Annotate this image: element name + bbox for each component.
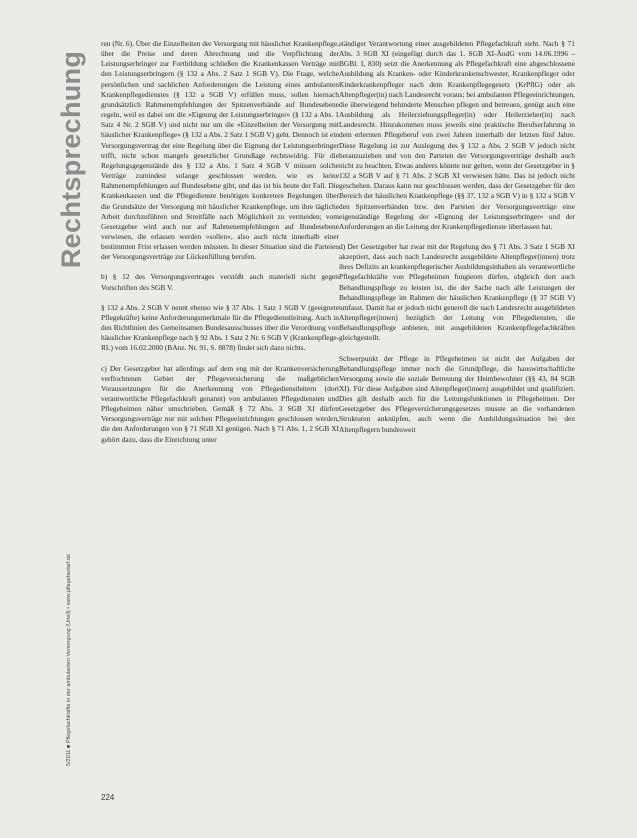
left-paragraph-3: § 132 a Abs. 2 SGB V nennt ebenso wie § 37 Abs. 1 Satz 1 SGB V (geeignete Pflegekräfte) keine Anforderungsmerkmale für die Pflegedienstleitung. Auch in den Richtlinien des Gemeinsamen Bundesausschusses über die Verordnung von häuslicher Krankenpflege nach § 92 Abs. 1 Satz 2 Nr. 6 SGB V (Krankenpflege-RL) vom 16.02.2000 (BAnz. Nr. 91, S. 8878) findet sich dazu nichts. <box>101 302 340 353</box>
right-paragraph-1: ständiger Verantwortung einer ausgebildeten Pflegefachkraft steht. Nach § 71 Abs. 3 SGB XI (eingefügt durch das 1. SGB XI-ÄndG vom 14.06.1996 – BGBl. I, 830) setzt die Anerkennung als Pflegefachkraft eine abgeschlossene Ausbildung als Kranken- oder Kinderkrankenschwester, Krankenpfleger oder Kinderkrankenpfleger nach dem Krankenpflegegesetz (KrPflG) oder als Altenpfleger(in) nach Landesrecht voraus; bei ambulanten Pflegeeinrichtungen, die überwiegend behinderte Menschen pflegen und betreuen, genügt auch eine Ausbildung als Heilerziehungspfleger(in) oder Heilerzieher(in) nach Landesrecht. Hinzukommen muss jeweils eine praktische Berufserfahrung in dem erlernten Pflegeberuf von zwei Jahren innerhalb der letzten fünf Jahre. Diese Regelung ist zur Auslegung des § 132 a Abs. 2 SGB V jedoch nicht heranzuziehen und von den Parteien der Versorgungsverträge deshalb auch nicht zu beachten. Etwas anderes könnte nur gelten, wenn der Gesetzgeber in § 132 a SGB V auf § 71 Abs. 2 SGB XI verwiesen hätte. Das ist jedoch nicht geschehen. Daraus kann nur geschlossen werden, dass der Gesetzgeber für den Bereich der häuslichen Krankenpflege (§§ 37, 132 a SGB V) in § 132 a SGB V den Spitzenverbänden bzw. den Parteien der Versorgungsverträge eine eigenständige Regelung der »Eignung der Leistungserbringer« und der Anforderungen an die Leitung der Krankenpflegedienste überlassen hat. <box>339 39 575 231</box>
left-paragraph-1: ren (Nr. 6). Über die Einzelheiten der Versorgung mit häuslicher Krankenpflege, über die Preise und deren Abrechnung und die Verpflichtung der Leistungserbringer zur Fortbildung schließen die Krankenkassen Verträge mit den Leistungserbringern (§ 132 a Abs. 2 Satz 1 SGB V). Die Frage, welche persönlichen und sachlichen Anforderungen die Leistung eines ambulanten Krankenpflegedienstes (§ 132 a SGB V) erfüllen muss, sollen hiernach grundsätzlich Rahmenempfehlungen der Spitzenverbände auf Bundesebene regeln, weil es dabei um die »Eignung der Leistungserbringer« (§ 132 a Abs. 1 Satz 4 Nr. 2 SGB V) und nicht nur um die »Einzelheiten der Versorgung mit häuslicher Krankenpflege« (§ 132 a Abs. 2 Satz 1 SGB V) geht. Dennoch ist ein Versorgungsvertrag der eine Regelung über die Eignung der Leistungserbringer trifft, nicht schon mangels gesetzlicher Grundlage rechtswidrig. Für die Regelungsgegenstände des § 132 a Abs. 1 Satz 4 SGB V müssen solche Verträge zumindest solange geschlossen werden, wie es keine Rahmenempfehlungen auf Bundesebene gibt, und das ist bis heute der Fall. Die Krankenkassen und die Pflegedienste benötigen konkretere Regelungen über die Grundsätze der Versorgung mit häuslicher Krankenpflege, um ihre tägliche Arbeit durchzuführen und Streitfälle nach Möglichkeit zu vermeiden; vom Gesetzgeber wird auch nur auf Rahmenempfehlungen auf Bundesebene verwiesen, die erlassen werden »sollen«, also auch nicht innerhalb einer bestimmten Frist erlassen werden müssten. In dieser Situation sind die Parteien der Versorgungsverträge zur Lückenfüllung berufen. <box>101 39 339 262</box>
side-note-text: 5/2011 ■ Pflegefachkräfte in der ambulanten Versorgung (Urteil) • www.pflegebedarf.de <box>66 553 73 767</box>
left-paragraph-4: c) Der Gesetzgeber hat allerdings auf dem eng mit der Krankenversicherung verflochtenen Gebiet der Pflegeversicherung die maßgeblichen Voraussetzungen für die Anerkennung von Pflegedienstleitern (dort verantwortliche Pflegefachkraft genannt) von ambulanten Pflegediensten und Pflegeheimen näher umschrieben. Gemäß § 72 Abs. 3 SGB XI dürfen Versorgungsverträge nur mit solchen Pflegeeinrichtungen geschlossen werden, die den Anforderungen von § 71 SGB XI genügen. Nach § 71 Abs. 1, 2 SGB XI gehört dazu, dass die Einrichtung unter <box>101 363 339 444</box>
right-column <box>339 39 575 435</box>
section-tab <box>54 34 90 284</box>
page-number: 224 <box>101 793 115 802</box>
left-paragraph-2: b) § 12 des Versorgungsvertrages verstößt auch materiell nicht gegen Vorschriften des SGB V. <box>101 272 339 292</box>
right-paragraph-3: Schwerpunkt der Pflege in Pflegeheimen ist nicht der Aufgaben der Behandlungspflege immer noch die Grundpflege, die hauswirtschaftliche Versorgung sowie die soziale Betreuung der Heimbewohner (§§ 43, 84 SGB XI). Für diese Aufgaben sind Altenpfleger(innen) ausgebildet und qualifiziert. Dies gilt deshalb auch für die Leitungsfunktionen in Pflegeheimen. Der Gesetzgeber des Pflegeversicherungsgesetzes musste an die vorhandenen Strukturen anknüpfen, auch wenn die Ausbildungssituation bei den Altenpflegern bundesweit <box>339 353 575 434</box>
section-title: Rechtsprechung <box>56 50 87 268</box>
side-note <box>58 540 80 780</box>
right-paragraph-2: d) Der Gesetzgeber hat zwar mit der Regelung des § 71 Abs. 3 Satz 1 SGB XI akzeptiert, dass auch nach Landesrecht ausgebildete Altenpfleger(innen) trotz ihres Defizits an krankenpflegerischer Ausbildungsinhalten als verantwortliche Pflegefachkräfte von Pflegeheimen fungieren dürfen, obgleich dort auch Behandlungspflege zu leisten ist, die der Sache nach alle Leistungen der Behandlungspflege im Rahmen der häuslichen Krankenpflege (§ 37 SGB V) umfasst. Damit hat er jedoch nicht generell die nach Landesrecht ausgebildeten Altenpfleger(innen) bezüglich der Leitung von Pflegediensten, die Behandlungspflege anbieten, mit ausgebildeten Krankenpflegefachkräften gleichgestellt. <box>339 241 575 343</box>
left-column <box>101 39 339 445</box>
